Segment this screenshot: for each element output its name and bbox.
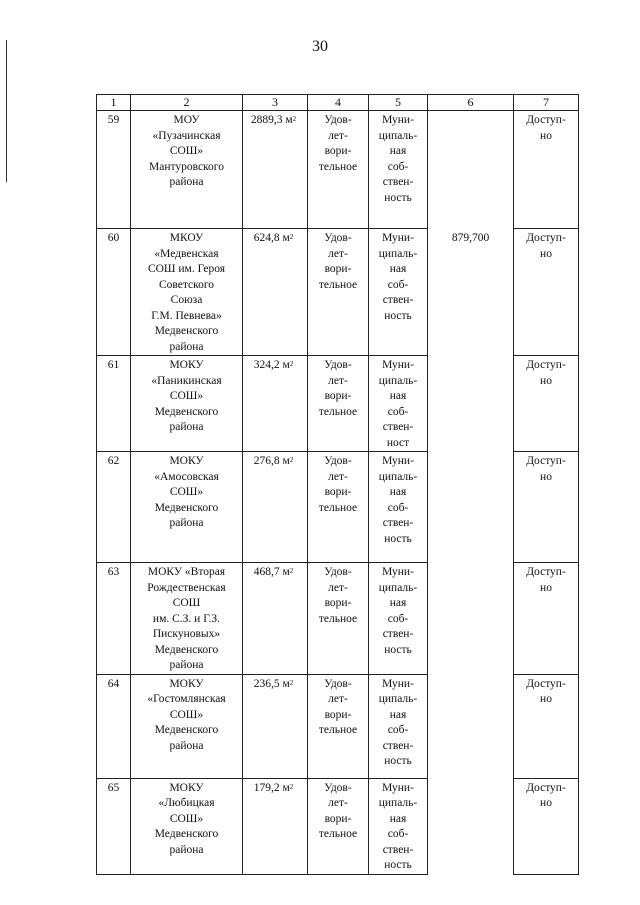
- condition-cell: [308, 674, 369, 778]
- area-cell-text: 179,2 м: [253, 781, 290, 794]
- access-cell: [514, 229, 579, 356]
- area-cell-text: 324,2 м: [253, 359, 290, 371]
- row-number-cell-text: 61: [107, 359, 120, 371]
- area-cell-text: 468,7 м: [253, 566, 290, 578]
- area-cell: [243, 111, 308, 229]
- header-cell: 3: [243, 95, 308, 111]
- access-cell-text: Доступ- но: [526, 781, 566, 809]
- header-cell: 7: [514, 95, 579, 111]
- table-row: [97, 111, 579, 229]
- access-cell-text: Доступ- но: [526, 455, 566, 483]
- header-cell: 1: [97, 95, 131, 111]
- condition-cell: [308, 111, 369, 229]
- ownership-cell: [369, 356, 428, 452]
- amount-cell: [428, 674, 514, 778]
- row-number-cell-text: 64: [107, 677, 120, 690]
- ownership-cell-text: Муни- ципаль- ная соб- ствен- ность: [378, 677, 418, 767]
- page-number: 30: [312, 38, 328, 55]
- ownership-cell-text: Муни- ципаль- ная соб- ствен- ность: [378, 566, 418, 656]
- row-number-cell-text: 60: [107, 232, 120, 244]
- area-cell: [243, 563, 308, 675]
- amount-cell: [428, 356, 514, 452]
- institution-name-cell-text: МОКУ «Паникинская СОШ» Медвенского района: [151, 359, 222, 433]
- ownership-cell-text: Муни- ципаль- ная соб- ствен- ност: [378, 359, 418, 449]
- institution-name-cell-text: МОКУ «Любицкая СОШ» Медвенского района: [154, 781, 219, 856]
- institution-name-cell-text: МКОУ «Медвенская СОШ им. Героя Советского Союза Г.М. Певнева» Медвенского района: [147, 232, 226, 353]
- ownership-cell: [369, 778, 428, 874]
- header-cell: 4: [308, 95, 369, 111]
- ownership-cell-text: Муни- ципаль- ная соб- ствен- ность: [378, 781, 418, 871]
- institution-name-cell: [131, 111, 243, 229]
- institution-name-cell-text: МОКУ «Амосовская СОШ» Медвенского района: [154, 455, 219, 529]
- access-cell: [514, 674, 579, 778]
- condition-cell-text: Удов- лет- вори- тельное: [318, 232, 358, 291]
- ownership-cell: [369, 674, 428, 778]
- row-number-cell: [97, 356, 131, 452]
- institution-name-cell-text: МОУ «Пузачинская СОШ» Мантуровского района: [148, 114, 224, 188]
- header-cell: 5: [369, 95, 428, 111]
- area-unit-superscript: 2: [289, 456, 294, 464]
- access-cell: [514, 563, 579, 675]
- condition-cell: [308, 563, 369, 675]
- access-cell-text: Доступ- но: [526, 114, 566, 142]
- ownership-cell-text: Муни- ципаль- ная соб- ствен- ность: [378, 114, 418, 204]
- access-cell-text: Доступ- но: [526, 566, 566, 594]
- row-number-cell: [97, 674, 131, 778]
- area-cell: [243, 778, 308, 874]
- amount-cell: [428, 452, 514, 563]
- header-cell: 2: [131, 95, 243, 111]
- condition-cell-text: Удов- лет- вори- тельное: [318, 359, 358, 418]
- row-number-cell: [97, 452, 131, 563]
- table-row: [97, 674, 579, 778]
- row-number-cell-text: 62: [107, 455, 120, 467]
- area-unit-superscript: 2: [289, 567, 294, 575]
- ownership-cell-text: Муни- ципаль- ная соб- ствен- ность: [378, 455, 418, 545]
- table-row: [97, 356, 579, 452]
- area-cell: [243, 229, 308, 356]
- condition-cell: [308, 356, 369, 452]
- access-cell: [514, 356, 579, 452]
- row-number-cell: [97, 563, 131, 675]
- area-unit-superscript: 2: [289, 233, 294, 241]
- area-unit-superscript: 2: [289, 360, 294, 368]
- ownership-cell-text: Муни- ципаль- ная соб- ствен- ность: [378, 232, 418, 322]
- condition-cell-text: Удов- лет- вори- тельное: [318, 566, 358, 625]
- institution-name-cell-text: МОКУ «Вторая Рождественская СОШ им. С.З. и Г.З. Пискуновых» Медвенского района: [147, 566, 226, 671]
- institution-name-cell: [131, 563, 243, 675]
- ownership-cell: [369, 111, 428, 229]
- condition-cell: [308, 778, 369, 874]
- amount-cell: [428, 229, 514, 356]
- amount-cell: [428, 563, 514, 675]
- condition-cell: [308, 229, 369, 356]
- row-number-cell-text: 65: [107, 781, 120, 794]
- access-cell-text: Доступ- но: [526, 677, 566, 705]
- amount-cell-text: 879,700: [451, 231, 490, 244]
- institution-name-cell: [131, 778, 243, 874]
- access-cell-text: Доступ- но: [526, 359, 566, 387]
- condition-cell-text: Удов- лет- вори- тельное: [318, 781, 358, 840]
- margin-rule: [6, 40, 7, 182]
- area-cell-text: 276,8 м: [253, 455, 290, 467]
- table-header-row: [97, 95, 579, 111]
- ownership-cell: [369, 563, 428, 675]
- area-cell: [243, 452, 308, 563]
- ownership-cell: [369, 452, 428, 563]
- table-row: [97, 778, 579, 874]
- institution-name-cell: [131, 356, 243, 452]
- area-unit-superscript: 2: [289, 678, 294, 687]
- area-cell-text: 624,8 м: [253, 232, 290, 244]
- header-cell: 6: [428, 95, 514, 111]
- condition-cell-text: Удов- лет- вори- тельное: [318, 114, 358, 173]
- access-cell: [514, 111, 579, 229]
- condition-cell-text: Удов- лет- вори- тельное: [318, 455, 358, 514]
- area-cell: [243, 356, 308, 452]
- table-row: [97, 563, 579, 675]
- area-unit-superscript: 2: [292, 115, 297, 123]
- amount-cell: [428, 111, 514, 229]
- row-number-cell: [97, 229, 131, 356]
- institution-name-cell-text: МОКУ «Гостомлянская СОШ» Медвенского района: [147, 677, 226, 752]
- institution-name-cell: [131, 229, 243, 356]
- registry-table: [96, 94, 579, 875]
- area-cell-text: 236,5 м: [253, 677, 290, 690]
- amount-cell: [428, 778, 514, 874]
- row-number-cell-text: 59: [107, 114, 120, 126]
- access-cell: [514, 452, 579, 563]
- row-number-cell: [97, 778, 131, 874]
- institution-name-cell: [131, 452, 243, 563]
- area-cell: [243, 674, 308, 778]
- access-cell: [514, 778, 579, 874]
- ownership-cell: [369, 229, 428, 356]
- table-row: [97, 229, 579, 356]
- area-cell-text: 2889,3 м: [250, 114, 293, 126]
- row-number-cell: [97, 111, 131, 229]
- row-number-cell-text: 63: [107, 566, 120, 578]
- condition-cell: [308, 452, 369, 563]
- access-cell-text: Доступ- но: [526, 232, 566, 260]
- institution-name-cell: [131, 674, 243, 778]
- table-row: [97, 452, 579, 563]
- condition-cell-text: Удов- лет- вори- тельное: [318, 677, 358, 736]
- area-unit-superscript: 2: [289, 782, 294, 791]
